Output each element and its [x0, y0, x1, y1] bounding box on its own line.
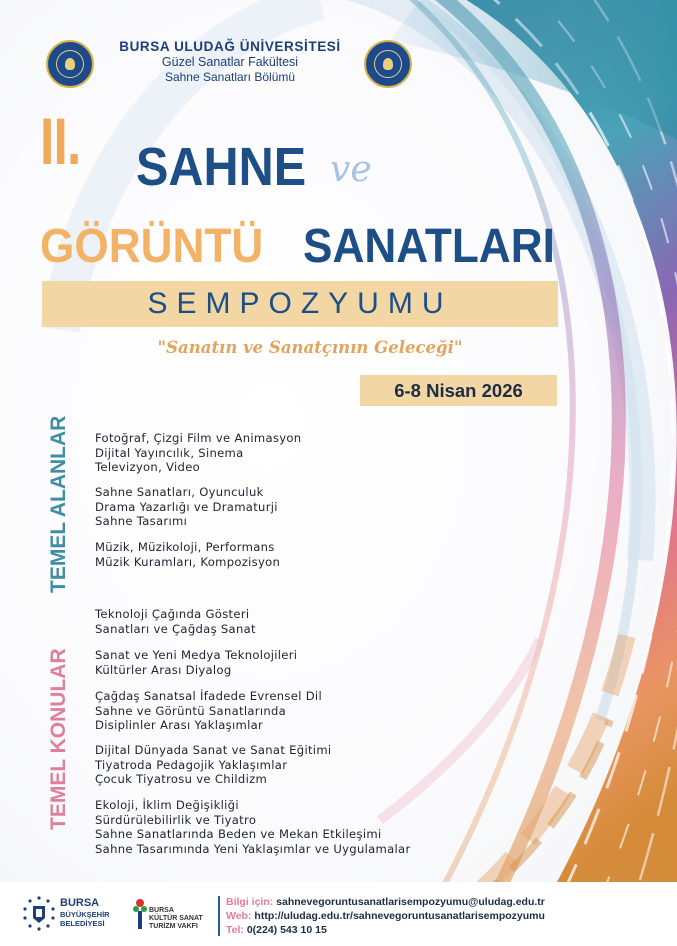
contact-web-row — [226, 910, 545, 922]
bb-name: BURSA — [60, 897, 100, 909]
bkst-line-3: TURİZM VAKFI — [149, 923, 198, 930]
title-goruntu: GÖRÜNTÜ — [40, 220, 264, 273]
topic-line: Sanat ve Yeni Medya Teknolojileri — [95, 648, 298, 662]
bursa-buyuksehir-logo-icon — [22, 894, 56, 932]
konular-group-1 — [95, 607, 256, 636]
email-label: Bilgi için: — [226, 896, 274, 908]
alanlar-group-2 — [95, 485, 278, 529]
topic-line: Kültürler Arası Diyalog — [95, 662, 232, 677]
topic-line: Televizyon, Video — [95, 460, 201, 474]
date-badge — [360, 375, 557, 406]
slogan: "Sanatın ve Sanatçının Geleceği" — [157, 338, 463, 357]
bkst-line-2: KÜLTÜR SANAT — [149, 915, 203, 922]
banner-text: SEMPOZYUMU — [147, 287, 453, 320]
title-ve: ve — [330, 149, 372, 190]
faculty-name: Güzel Sanatlar Fakültesi — [161, 55, 299, 69]
contact-tel-row — [226, 924, 327, 936]
topic-line: Disiplinler Arası Yaklaşımlar — [95, 718, 264, 732]
title-sanatlari: SANATLARI — [303, 220, 555, 273]
email-link[interactable]: sahnevegoruntusanatlarisempozyumu@uludag.edu.tr — [276, 896, 545, 908]
topic-line: Sanatları ve Çağdaş Sanat — [95, 621, 256, 636]
topic-line: Çocuk Tiyatrosu ve Childizm — [95, 772, 268, 786]
topic-line: Sahne ve Görüntü Sanatlarında — [95, 703, 287, 718]
tel-number[interactable]: 0(224) 543 10 15 — [246, 924, 327, 936]
topic-line: Ekoloji, İklim Değişikliği — [95, 798, 239, 812]
topic-line: Sahne Tasarımında Yeni Yaklaşımlar ve Uygulamalar — [95, 841, 411, 856]
topic-line: Çağdaş Sanatsal İfadede Evrensel Dil — [95, 689, 322, 703]
topic-line: Drama Yazarlığı ve Dramaturji — [95, 499, 278, 514]
title-sahne: SAHNE — [136, 137, 307, 197]
bb-sub2: BELEDİYESİ — [60, 919, 105, 928]
web-label: Web: — [226, 910, 252, 922]
topic-line: Sahne Sanatlarında Beden ve Mekan Etkileşimi — [95, 827, 382, 841]
topic-line: Müzik, Müzikoloji, Performans — [95, 540, 275, 554]
topic-line: Dijital Yayıncılık, Sinema — [95, 445, 244, 460]
konular-group-3 — [95, 689, 322, 733]
topic-line: Sahne Sanatları, Oyunculuk — [95, 485, 264, 499]
alanlar-group-3 — [95, 540, 280, 569]
bb-sub1: BÜYÜKŞEHİR — [60, 910, 110, 919]
konular-group-5 — [95, 798, 411, 856]
bkst-logo-icon — [132, 897, 148, 931]
event-date: 6-8 Nisan 2026 — [394, 380, 523, 401]
topic-line: Fotoğraf, Çizgi Film ve Animasyon — [95, 431, 302, 445]
alanlar-group-1 — [95, 431, 301, 475]
contact-email-row — [226, 896, 545, 908]
department-name: Sahne Sanatları Bölümü — [164, 70, 296, 84]
topic-line: Sahne Tasarımı — [95, 514, 188, 528]
konular-group-2 — [95, 648, 297, 677]
tel-label: Tel: — [226, 924, 244, 936]
konular-group-4 — [95, 743, 331, 787]
topic-line: Müzik Kuramları, Kompozisyon — [95, 554, 281, 569]
fine-arts-faculty-seal-right — [364, 40, 412, 88]
bkst-line-1: BURSA — [149, 907, 174, 914]
sempozyumu-banner — [42, 281, 558, 327]
topic-line: Tiyatroda Pedagojik Yaklaşımlar — [95, 757, 288, 772]
university-name: BURSA ULUDAĞ ÜNİVERSİTESİ — [119, 39, 341, 54]
footer — [0, 882, 677, 946]
topic-line: Dijital Dünyada Sanat ve Sanat Eğitimi — [95, 743, 332, 757]
uludag-university-seal-left — [46, 40, 94, 88]
footer-divider — [218, 896, 220, 936]
title-numeral: II. — [40, 104, 81, 178]
temel-alanlar-label: TEMEL ALANLAR — [47, 415, 70, 593]
temel-konular-label: TEMEL KONULAR — [47, 648, 70, 830]
web-link[interactable]: http://uludag.edu.tr/sahnevegoruntusanatlarisempozyumu — [254, 910, 545, 922]
topic-line: Teknoloji Çağında Gösteri — [95, 607, 250, 621]
topic-line: Sürdürülebilirlik ve Tiyatro — [95, 812, 257, 827]
